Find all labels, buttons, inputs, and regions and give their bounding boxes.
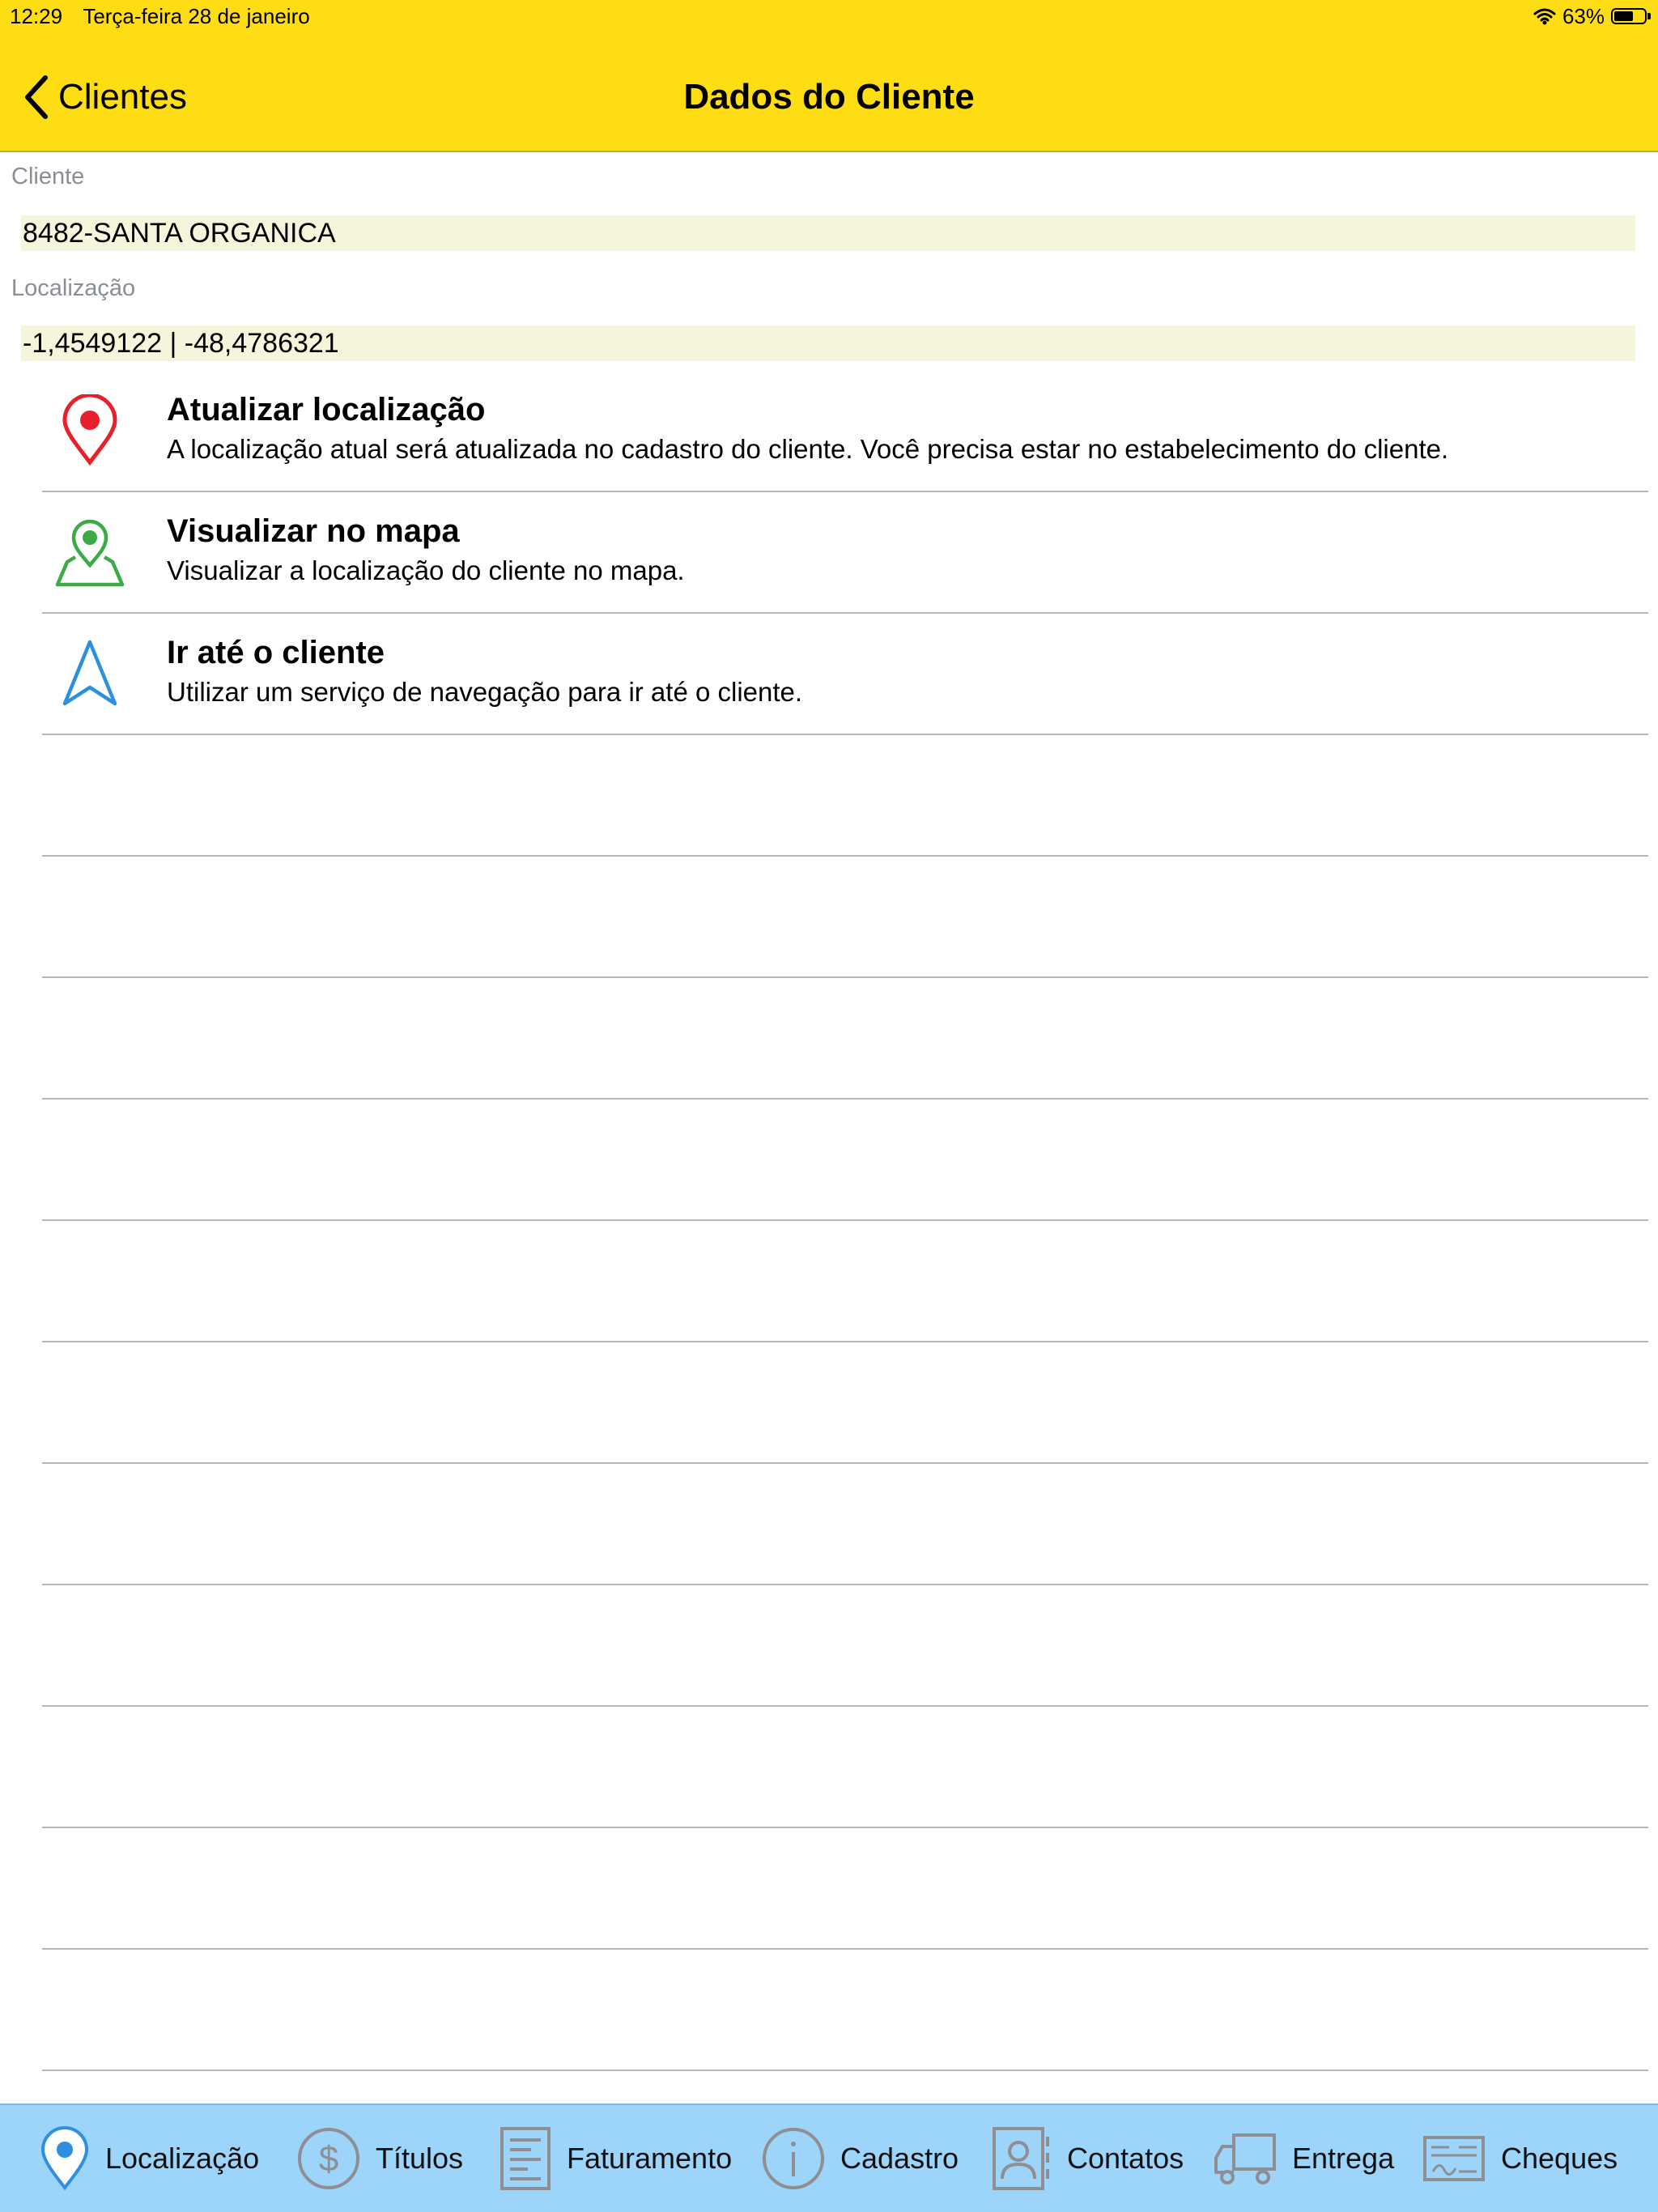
map-pin-icon — [53, 512, 126, 591]
action-view-map[interactable] — [42, 492, 1648, 614]
page-title: Dados do Cliente — [683, 77, 975, 117]
tab-bar — [0, 2104, 1658, 2212]
battery-percent: 63% — [1562, 3, 1605, 28]
localizacao-label: Localização — [11, 275, 136, 301]
empty-row — [42, 1342, 1648, 1464]
empty-row — [42, 1585, 1648, 1707]
tab-faturamento[interactable] — [499, 2105, 732, 2212]
empty-row — [42, 735, 1648, 857]
chevron-left-icon — [23, 74, 50, 120]
tab-label: Cadastro — [840, 2142, 959, 2175]
action-description: Visualizar a localização do cliente no mapa. — [167, 555, 685, 585]
back-button[interactable] — [23, 71, 187, 123]
tab-entrega[interactable] — [1213, 2105, 1394, 2212]
location-pin-icon — [53, 390, 126, 470]
tab-label: Cheques — [1501, 2142, 1618, 2175]
document-icon — [499, 2125, 552, 2192]
localizacao-value: -1,4549122 | -48,4786321 — [21, 325, 1635, 361]
truck-icon — [1213, 2130, 1278, 2187]
empty-row — [42, 1707, 1648, 1828]
tab-label: Contatos — [1067, 2142, 1184, 2175]
action-description: A localização atual será atualizada no cadastro do cliente. Você precisa estar no estabelecimento do cliente. — [167, 434, 1449, 464]
action-description: Utilizar um serviço de navegação para ir até o cliente. — [167, 677, 803, 707]
status-bar-left — [10, 3, 310, 29]
tab-cadastro[interactable] — [761, 2105, 959, 2212]
empty-row — [42, 1100, 1648, 1221]
status-time: 12:29 — [10, 4, 63, 28]
status-bar-right — [1533, 3, 1647, 29]
action-title: Ir até o cliente — [167, 635, 385, 670]
navigation-arrow-icon — [53, 633, 126, 713]
empty-row — [42, 978, 1648, 1100]
tab-label: Faturamento — [567, 2142, 733, 2175]
empty-row — [42, 1828, 1648, 1950]
cheque-icon — [1422, 2134, 1486, 2183]
cliente-value: 8482-SANTA ORGANICA — [21, 215, 1635, 251]
empty-row — [42, 1950, 1648, 2071]
cliente-label: Cliente — [11, 164, 85, 189]
action-update-location[interactable] — [42, 371, 1648, 492]
tab-titulos[interactable] — [296, 2105, 463, 2212]
location-pin-icon — [39, 2126, 91, 2191]
tab-label: Localização — [105, 2142, 260, 2175]
svg-text:$: $ — [318, 2139, 339, 2179]
battery-icon — [1611, 8, 1647, 24]
info-icon — [761, 2126, 826, 2191]
empty-row — [42, 1221, 1648, 1342]
tab-contatos[interactable] — [991, 2105, 1184, 2212]
back-button-label: Clientes — [58, 77, 187, 117]
empty-row — [42, 857, 1648, 978]
action-navigate[interactable] — [42, 614, 1648, 735]
contacts-icon — [991, 2125, 1052, 2192]
tab-cheques[interactable] — [1422, 2105, 1618, 2212]
navigation-header — [0, 0, 1658, 152]
tab-localizacao[interactable] — [39, 2105, 259, 2212]
action-title: Atualizar localização — [167, 392, 486, 428]
empty-row — [42, 1464, 1648, 1585]
tab-label: Entrega — [1292, 2142, 1395, 2175]
action-title: Visualizar no mapa — [167, 513, 460, 549]
status-date: Terça-feira 28 de janeiro — [83, 4, 310, 28]
tab-label: Títulos — [376, 2142, 464, 2175]
dollar-icon — [296, 2126, 361, 2191]
wifi-icon — [1533, 7, 1556, 25]
battery-level — [1614, 11, 1633, 21]
